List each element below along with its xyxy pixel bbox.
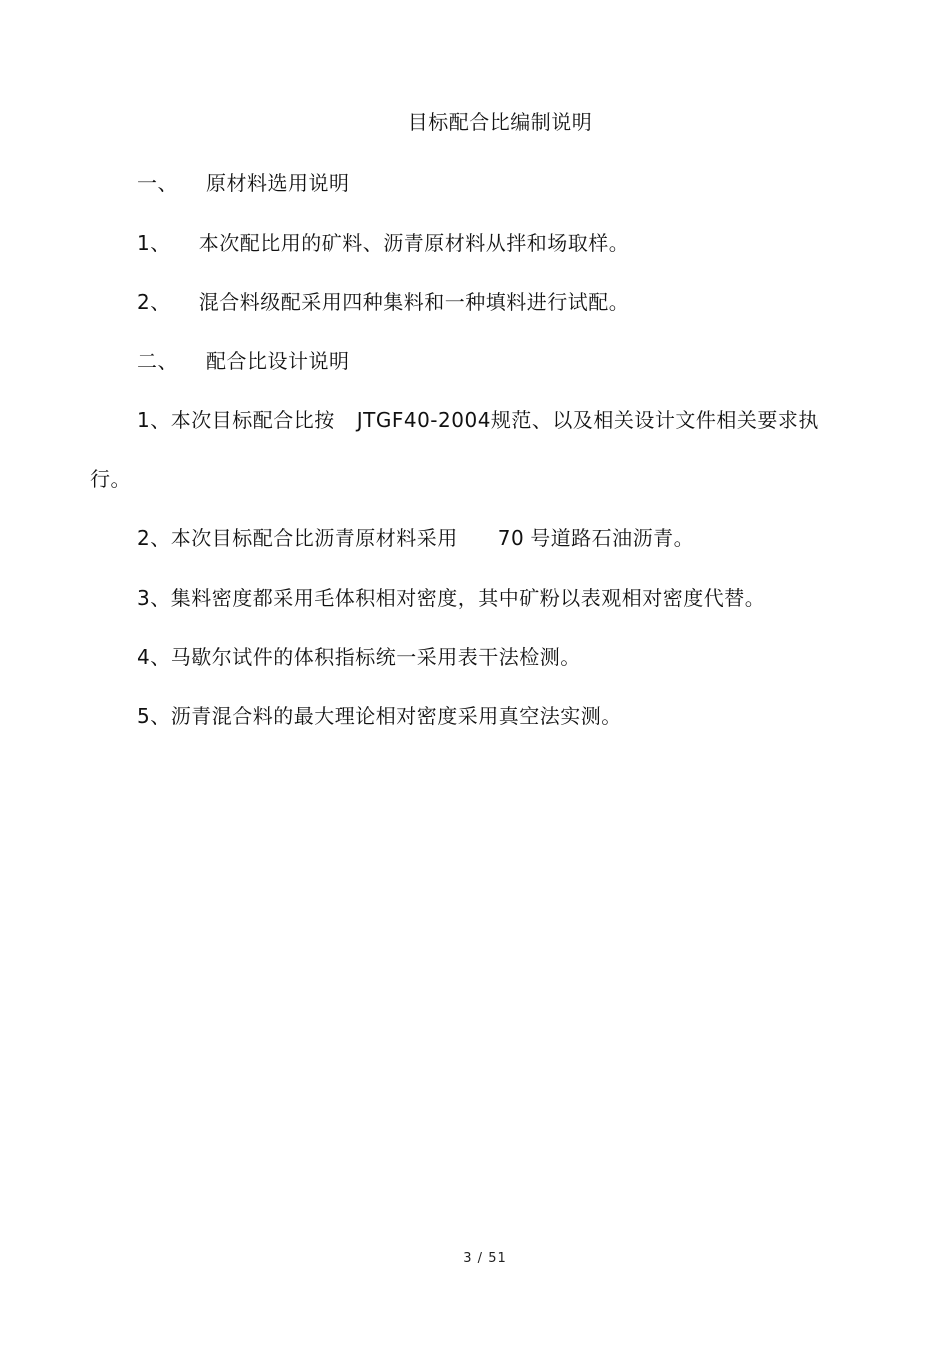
page-number [0,1251,950,1266]
section-heading-2 [137,349,350,373]
item-text: 规范、以及相关设计文件相关要求执 [490,408,819,432]
asphalt-grade: 70 [497,526,525,550]
page-separator: / [477,1251,484,1266]
list-item [137,231,629,255]
list-item [137,526,694,550]
page-total: 51 [488,1251,507,1266]
item-text: 集料密度都采用毛体积相对密度，其中矿粉以表观相对密度代替。 [170,586,766,610]
item-text: 沥青混合料的最大理论相对密度采用真空法实测。 [170,704,622,728]
item-marker: 2、 [137,290,171,314]
item-marker: 5、 [137,704,171,728]
item-text: 号道路石油沥青。 [530,526,695,550]
document-title: 目标配合比编制说明 [407,110,593,134]
section-marker: 一、 [137,171,178,195]
standard-code: JTGF40-2004 [356,408,491,432]
list-item [137,290,629,314]
list-item [137,645,581,669]
item-marker: 2、 [137,526,171,550]
list-item-continuation: 行。 [90,467,131,491]
section-heading-text: 原材料选用说明 [206,171,350,195]
list-item [137,586,765,610]
section-marker: 二、 [137,349,178,373]
item-text: 本次目标配合比沥青原材料采用 [170,526,458,550]
item-marker: 3、 [137,586,171,610]
section-heading-1 [137,171,350,195]
item-text: 马歇尔试件的体积指标统一采用表干法检测。 [170,645,581,669]
item-text: 混合料级配采用四种集料和一种填料进行试配。 [198,290,630,314]
list-item [137,408,819,432]
item-marker: 1、 [137,408,171,432]
page-current: 3 [463,1251,473,1266]
item-text: 本次配比用的矿料、沥青原材料从拌和场取样。 [198,231,630,255]
item-marker: 1、 [137,231,171,255]
item-text: 本次目标配合比按 [170,408,335,432]
list-item [137,704,622,728]
section-heading-text: 配合比设计说明 [206,349,350,373]
item-marker: 4、 [137,645,171,669]
